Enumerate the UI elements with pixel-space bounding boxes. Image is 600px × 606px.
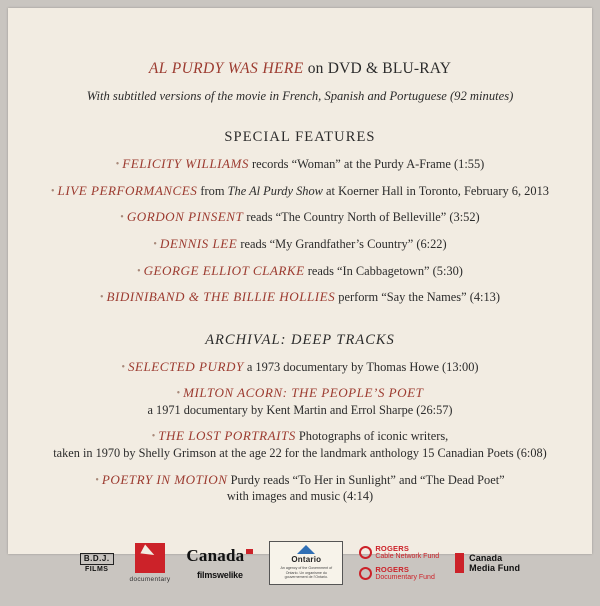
feature-item	[8, 183, 592, 200]
feature-item	[8, 209, 592, 226]
feature-name: FELICITY WILLIAMS	[122, 156, 249, 171]
feature-name: MILTON ACORN: THE PEOPLE’S POET	[183, 385, 424, 401]
feature-desc: Purdy reads “To Her in Sunlight” and “The Dead Poet”	[227, 472, 505, 487]
feature-name: DENNIS LEE	[159, 235, 238, 251]
section-heading-special-features: SPECIAL FEATURES	[224, 129, 376, 145]
subtitle: With subtitled versions of the movie in French, Spanish and Portuguese (92 minutes)	[86, 89, 514, 103]
filmswelike-wordmark: filmswelike	[196, 570, 243, 580]
canada-wordmark: Canada	[186, 546, 253, 566]
rogers-line1: ROGERS	[375, 564, 410, 574]
feature-name: BIDINIBAND & THE BILLIE HOLLIES	[106, 289, 336, 305]
feature-subline: with images and music (4:14)	[226, 489, 374, 504]
logo-rogers-funds	[359, 545, 439, 582]
cmf-line2: Media Fund	[469, 563, 521, 573]
feature-item	[8, 236, 592, 253]
feature-item	[8, 156, 592, 173]
feature-name: LIVE PERFORMANCES	[57, 182, 198, 198]
bdj-line2: FILMS	[84, 566, 109, 574]
feature-name: GEORGE ELLIOT CLARKE	[143, 262, 305, 278]
feature-desc-cont: at Koerner Hall in Toronto, February 6, 2013	[322, 183, 549, 198]
format-text: on DVD & BLU-RAY	[307, 60, 452, 77]
rogers-line1: ROGERS	[375, 543, 410, 553]
documentary-mark-icon	[135, 543, 165, 573]
feature-show-title: The Al Purdy Show	[227, 183, 323, 198]
rogers-line2: Documentary Fund	[375, 573, 435, 581]
documentary-caption: documentary	[129, 576, 171, 583]
feature-name: THE LOST PORTRAITS	[158, 428, 296, 444]
bullet-icon: •	[121, 361, 125, 373]
logo-ontario	[269, 541, 343, 586]
bullet-icon: •	[153, 238, 157, 250]
bullet-icon: •	[115, 159, 120, 170]
feature-item	[8, 428, 592, 461]
feature-subline: a 1971 documentary by Kent Martin and Errol Sharpe (26:57)	[147, 403, 453, 417]
logo-documentary-org	[130, 543, 171, 583]
feature-name: GORDON PINSENT	[126, 209, 244, 225]
bullet-icon: •	[137, 265, 141, 277]
page-title	[8, 60, 592, 78]
feature-item	[8, 472, 592, 505]
film-title: AL PURDY WAS HERE	[148, 60, 304, 77]
rogers-cable-network-fund	[359, 545, 439, 561]
feature-item	[8, 385, 592, 418]
rogers-circle-icon	[359, 546, 372, 559]
rogers-circle-icon	[359, 567, 372, 580]
feature-item	[8, 359, 592, 376]
ontario-fineprint: An agency of the Government of Ontario. Un organisme du gouvernement de l’Ontario.	[280, 565, 333, 580]
feature-desc: from	[197, 183, 228, 198]
cmf-line1: Canada	[469, 552, 503, 563]
section-heading-archival: ARCHIVAL: DEEP TRACKS	[205, 331, 395, 348]
logo-strip	[8, 536, 592, 590]
bullet-icon: •	[176, 388, 181, 400]
bullet-icon: •	[151, 431, 156, 443]
rogers-line2: Cable Network Fund	[375, 552, 440, 560]
ontario-name: Ontario	[291, 554, 322, 564]
feature-desc: a 1973 documentary by Thomas Howe (13:00)	[243, 359, 479, 374]
feature-desc: perform “Say the Names” (4:13)	[335, 290, 500, 305]
logo-canada-filmswelike	[186, 546, 253, 580]
feature-subline: taken in 1970 by Shelly Grimson at the age 22 for the landmark anthology 15 Canadian Poets (6:08)	[53, 446, 547, 461]
rogers-documentary-fund	[359, 566, 435, 582]
logo-canada-media-fund	[455, 553, 520, 574]
feature-item	[8, 289, 592, 306]
feature-name: POETRY IN MOTION	[101, 471, 228, 487]
feature-desc: Photographs of iconic writers,	[295, 429, 449, 444]
feature-desc: reads “In Cabbagetown” (5:30)	[304, 263, 463, 278]
bdj-line1: B.D.J.	[80, 553, 114, 565]
logo-bdj-films	[80, 553, 114, 574]
ontario-trillium-icon	[297, 545, 315, 554]
bullet-icon: •	[51, 185, 55, 197]
dvd-back-cover	[8, 8, 592, 583]
bullet-icon: •	[120, 212, 124, 224]
feature-item	[8, 263, 592, 280]
feature-desc: reads “My Grandfather’s Country” (6:22)	[237, 236, 447, 251]
feature-name: SELECTED PURDY	[127, 358, 244, 374]
feature-desc: reads “The Country North of Belleville” (3:52)	[243, 210, 480, 225]
bullet-icon: •	[100, 292, 104, 304]
feature-desc: records “Woman” at the Purdy A-Frame (1:55)	[248, 157, 485, 171]
bullet-icon: •	[95, 474, 99, 486]
